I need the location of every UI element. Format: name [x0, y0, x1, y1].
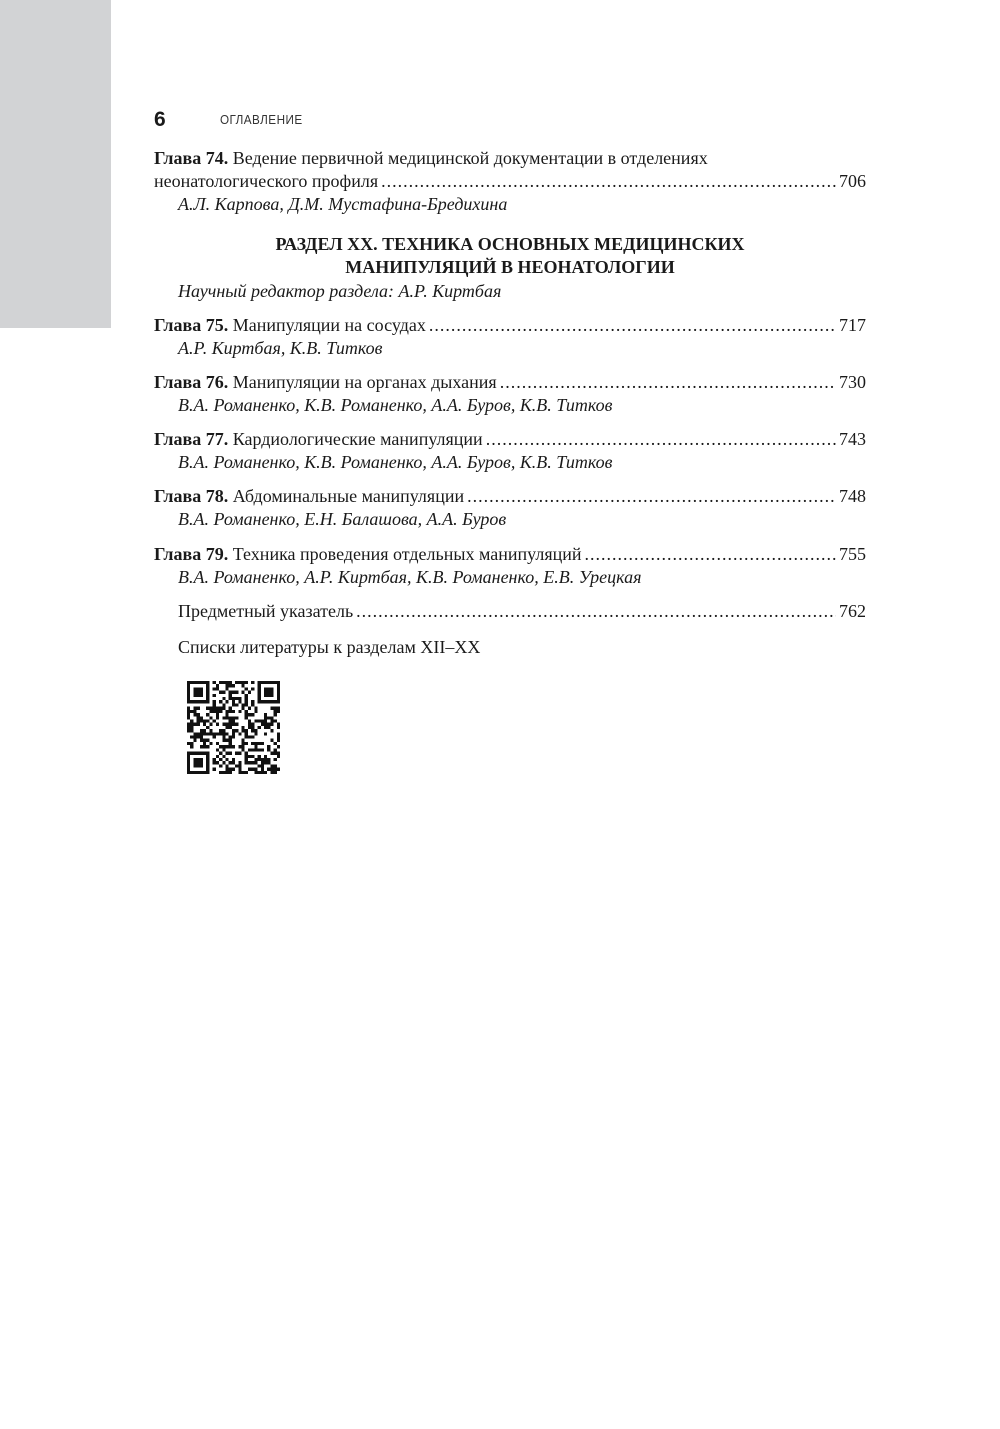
toc-references-title: Списки литературы к разделам XII–XX — [178, 637, 481, 657]
toc-ch75-page: 717 — [839, 315, 866, 335]
toc-ch78-page: 748 — [839, 486, 866, 506]
side-tab — [0, 0, 111, 328]
running-head-title: ОГЛАВЛЕНИЕ — [220, 112, 303, 127]
toc-ch76-title: Манипуляции на органах дыхания — [232, 372, 497, 392]
toc-entry-ch77[interactable] — [154, 428, 866, 474]
section-title — [154, 233, 866, 279]
toc-ch79-line — [154, 543, 866, 566]
toc-entry-ch75[interactable] — [154, 314, 866, 360]
toc-ch78-authors: В.А. Романенко, Е.Н. Балашова, А.А. Буров — [178, 509, 507, 529]
toc-ch74-label: Глава 74. — [154, 148, 229, 168]
toc-ch76-page: 730 — [839, 372, 866, 392]
dot-leader — [500, 371, 836, 394]
toc-entry-index[interactable] — [154, 600, 866, 623]
dot-leader — [356, 600, 836, 623]
section-title-line1: РАЗДЕЛ XX. ТЕХНИКА ОСНОВНЫХ МЕДИЦИНСКИХ — [275, 234, 745, 254]
toc-ch75-label: Глава 75. — [154, 315, 229, 335]
toc-entry-ch74[interactable] — [154, 147, 866, 216]
dot-leader — [467, 485, 836, 508]
toc-ch75-title: Манипуляции на сосудах — [232, 315, 426, 335]
toc-ch74-title-line2: неонатологического профиля — [154, 171, 379, 191]
toc-ch79-authors: В.А. Романенко, А.Р. Киртбая, К.В. Романенко, Е.В. Урецкая — [178, 567, 642, 587]
toc-index-line — [154, 600, 866, 623]
toc-ch78-label: Глава 78. — [154, 486, 229, 506]
toc-ch77-title: Кардиологические манипуляции — [232, 429, 483, 449]
toc-entry-references[interactable] — [154, 636, 866, 659]
toc-ch76-label: Глава 76. — [154, 372, 229, 392]
section-editor: Научный редактор раздела: А.Р. Киртбая — [178, 281, 502, 301]
toc-ch76-line — [154, 371, 866, 394]
section-title-line2: МАНИПУЛЯЦИЙ В НЕОНАТОЛОГИИ — [345, 257, 675, 277]
dot-leader — [486, 428, 836, 451]
toc-ch74-page: 706 — [839, 171, 866, 191]
toc-entry-ch79[interactable] — [154, 543, 866, 589]
toc-ch79-label: Глава 79. — [154, 544, 229, 564]
toc-ch78-title: Абдоминальные манипуляции — [232, 486, 465, 506]
toc-ch75-line — [154, 314, 866, 337]
toc-ch74-authors: А.Л. Карпова, Д.М. Мустафина-Бредихина — [178, 194, 508, 214]
dot-leader — [429, 314, 836, 337]
toc-entry-ch76[interactable] — [154, 371, 866, 417]
toc-ch79-title: Техника проведения отдельных манипуляций — [232, 544, 582, 564]
toc-entry-ch78[interactable] — [154, 485, 866, 531]
dot-leader — [381, 170, 836, 193]
page-number: 6 — [154, 108, 166, 131]
toc-index-title: Предметный указатель — [178, 601, 354, 621]
toc-ch74-line2 — [154, 170, 866, 193]
toc-index-page: 762 — [839, 601, 866, 621]
toc-ch75-authors: А.Р. Киртбая, К.В. Титков — [178, 338, 383, 358]
toc-ch77-label: Глава 77. — [154, 429, 229, 449]
toc-ch77-page: 743 — [839, 429, 866, 449]
qr-code-icon[interactable] — [187, 681, 280, 774]
dot-leader — [585, 543, 837, 566]
toc-ch77-line — [154, 428, 866, 451]
toc-ch76-authors: В.А. Романенко, К.В. Романенко, А.А. Буров, К.В. Титков — [178, 395, 613, 415]
toc-ch78-line — [154, 485, 866, 508]
toc-ch74-line1 — [154, 147, 866, 170]
toc-ch79-page: 755 — [839, 544, 866, 564]
toc-ch77-authors: В.А. Романенко, К.В. Романенко, А.А. Буров, К.В. Титков — [178, 452, 613, 472]
toc-ch74-title-line1: Ведение первичной медицинской документации в отделениях — [232, 148, 708, 168]
